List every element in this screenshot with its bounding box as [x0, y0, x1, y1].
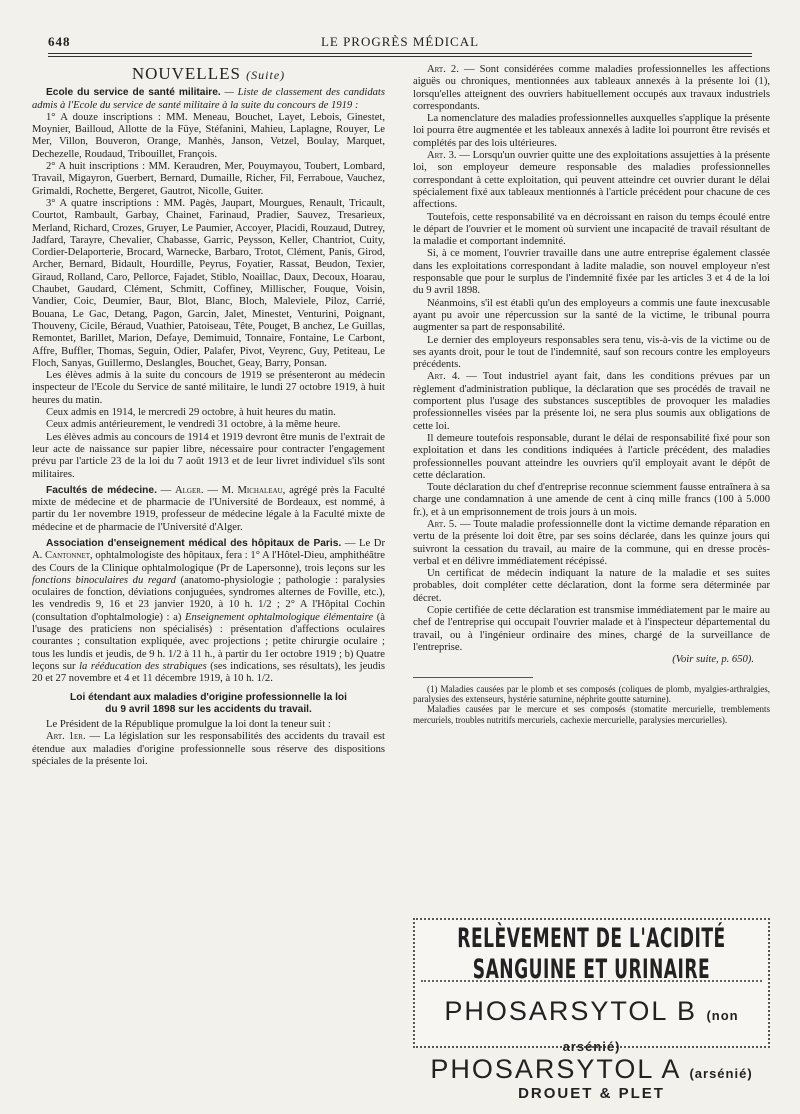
left-column [32, 64, 385, 768]
journal-title: LE PROGRÈS MÉDICAL [320, 34, 480, 49]
article-2: Art. 2. — Sont considérées comme maladies professionnelles les affections aiguës ou chroniques, mentionnées aux tableaux annexés à la présente loi (1), lorsqu'elles atteignent des ouvriers habituellement occupés aux travaux industriels correspondants. [413, 64, 770, 112]
ad-product-b: PHOSARSYTOL B (non arsénié) [444, 996, 739, 1054]
article-paragraph: Le dernier des employeurs responsables sera tenu, vis-à-vis de la victime ou de ses ayants droit, pour le tout de l'indemnité, sauf son recours contre les employeurs précédents. [413, 334, 770, 371]
advertisement-box [413, 918, 770, 1102]
loi-paragraph: Le Président de la République promulgue la loi dont la teneur suit : [46, 719, 331, 731]
footnote: (1) Maladies causées par le plomb et ses composés (coliques de plomb, myalgies-arthralgies, paralysies des extenseurs, hystérie saturnine, néphrite goutte saturnine). [413, 683, 770, 704]
ecole-paragraph: Ceux admis en 1914, le mercredi 29 octobre, à huit heures du matin. [46, 407, 336, 419]
ecole-paragraph: Les élèves admis à la suite du concours de 1919 se présenteront au médecin inspecteur de l'Ecole du Service de santé militaire, le lundi 27 octobre 1919, à huit heures du matin. [32, 370, 385, 406]
article-4: Art. 4. — Tout industriel ayant fait, dans les conditions prévues par un règlement d'administration publique, la déclaration que ses procédés de travail ne comportent plus l'usage des substances susceptibles de provoquer les maladies professionnelles visées par la présente loi, ne sera plus soumis aux obligations de cette loi. [413, 371, 771, 432]
loi-heading: Loi étendant aux maladies d'origine professionnelle la loi du 9 avril 1898 sur les accidents du travail. [70, 691, 347, 715]
association-heading: Association d'enseignement médical des hôpitaux de Paris. [46, 537, 342, 549]
footnote: Maladies causées par le mercure et ses composés (stomatite mercurielle, tremblements mercuriels, troubles nutritifs mercuriels, cachexie mercurielle, paralysies mercurielles). [413, 704, 770, 725]
section-suffix: (Suite) [246, 68, 286, 82]
ad-product-b-note: (non arsénié) [562, 1008, 739, 1054]
article-paragraph: Copie certifiée de cette déclaration est transmise immédiatement par le maire au chef de l'entreprise qui occupait l'ouvrier malade et à l'inspecteur départemental du travail, ou à l'ingénieur ordinaire des mines, chargé de la surveillance de l'entreprise. [413, 605, 770, 653]
ad-product-a-note: (arsénié) [689, 1066, 753, 1081]
ad-product-a: PHOSARSYTOL A (arsénié) [430, 1054, 753, 1084]
article-5: Art. 5. — Toute maladie professionnelle dont la victime demande réparation en vertu de la présente loi doit être, par ses soins déclarée, dans les quinze jours qui suivront la cessation du travail, au maire de la commune, qui en dresse procès-verbal et en délivre immédiatement récépissé. [413, 518, 770, 567]
article-paragraph: Si, à ce moment, l'ouvrier travaille dans une autre entreprise également classée dans les exploitations correspondant à ladite maladie, son nouvel employeur n'est responsable que pour le surplus de l'indemnité fixée par les articles 3 et 4 de la loi du 9 avril 1898. [413, 248, 770, 297]
article-paragraph: Toutefois, cette responsabilité va en décroissant en raison du temps écoulé entre le départ de l'ouvrier et le moment où survient une incapacité de travail résultant de la maladie et comportant indemnité. [413, 211, 770, 248]
inscription-list-2: 2° A huit inscriptions : MM. Keraudren, Mer, Pouymayou, Toubert, Lombard, Travail, Migayron, Guerbert, Bernard, Dumaille, Richer, Fil, Ferraboue, Vauchez, Grimaldi, Rochette, Bergeret, Gautrot, Nicolle, Guiter. [32, 161, 385, 197]
inscription-list-3: 3° A quatre inscriptions : MM. Pagès, Jaupart, Mourgues, Renault, Tricault, Courtot, Rambault, Garbay, Chainet, Farinaud, Pradier, Sauvez, Tresarieux, Merland, Richard, Crozes, Gruyer, Le Paumier, Accoyer, Placidi, Rouzaud, Dutrey, Jadfard, Tarayre, Chevalier, Chabasse, Garric, Peysson, Keller, Chantriot, Cuity, Cordier-Delaporterie, Brocard, Warnecke, Barbaro, Trotot, Clément, Panis, Girod, Archer, Bernard, Bidault, Hourdille, Peyrus, Foyatier, Rassat, Beudon, Texier, Giraud, Rolland, Caro, Pellorce, Fajadet, Stiblo, Noaillac, Daux, Decoux, Hoarau, Chaubet, Gaudard, Clément, Schmitt, Coffiney, Millischer, Fouque, Voisin, Vandier, Coic, Deumier, Baur, Blot, Blanc, Bloch, Maleviele, Piloz, Carrié, Bouana, Le Gac, Detang, Pagon, Garcin, Jalet, Minestet, Venturini, Poignant, Thouveny, Cicile, Béraud, Vuathier, Patoiseau, Tête, Pouget, B anchez, Le Guillas, Remontet, Barillet, Marion, Defaye, Demimuid, Tonnaire, Fontaine, Le Carbont, Affre, Buffler, Thomas, Seguin, Odier, Palafer, Pivot, Veyrenc, Guy, Petiteau, Le Floch, Sanyas, Guillermo, Deslangles, Bouchet, Geay, Barry, Ponsan. [32, 197, 385, 369]
article-paragraph: La nomenclature des maladies professionnelles auxquelles s'applique la présente loi pourra être augmentée et les tableaux annexés à ladite loi pourront être revisés et complétés par des lois ultérieures. [413, 113, 770, 149]
ad-headline: RELÈVEMENT DE L'ACIDITÉ SANGUINE ET URINAIRE [457, 923, 726, 985]
ecole-intro: Ecole du service de santé militaire. — Liste de classement des candidats admis à l'Ecole du service de santé militaire à la suite du concours de 1919 : [32, 87, 385, 111]
article-paragraph: Toute déclaration du chef d'entreprise reconnue sciemment fausse entraînera à sa charge une condamnation à une amende de cent à cinq mille francs (100 à 5.000 fr.), et à un emprisonnement de trois jours à un mois. [413, 482, 770, 518]
header-rule [48, 53, 752, 54]
page-number: 648 [48, 34, 71, 49]
continued-note: (Voir suite, p. 650). [672, 654, 754, 666]
article-3: Art. 3. — Lorsqu'un ouvrier quitte une des exploitations assujetties à la présente loi, son employeur demeure responsable des maladies professionnelles correspondant à cette exploitation, qui peuvent atteindre cet ouvrier durant le délai spécialement fixé aux tableaux mentionnés à l'article précédent pour chacune de ces affections. [413, 150, 770, 211]
ecole-paragraph: Ceux admis antérieurement, le vendredi 31 octobre, à la même heure. [46, 419, 341, 431]
facultes-notice: Facultés de médecine. — Alger. — M. Michaleau, agrégé près la Faculté mixte de médecine et de pharmacie de l'Université de Bordeaux, est nommé, à partir du 1er novembre 1919, professeur de médecine légale à la Faculté mixte de médecine et de pharmacie de l'Université d'Alger. [32, 484, 386, 533]
section-title: NOUVELLES (Suite) [131, 64, 286, 83]
article-paragraph: Néanmoins, s'il est établi qu'un des employeurs a commis une faute inexcusable ayant pu avoir une répercussion sur la santé de la victime, le tribunal pourra augmenter sa part de responsabilité. [413, 297, 770, 334]
right-column [413, 64, 770, 725]
article-paragraph: Un certificat de médecin indiquant la nature de la maladie et ses suites probables, doit compléter cette déclaration, dont la forme sera déterminée par décret. [413, 568, 770, 604]
loi-article-1: Art. 1er. — La législation sur les responsabilités des accidents du travail est étendue aux maladies d'origine professionnelle sous réserve des dispositions spéciales de la présente loi. [32, 731, 385, 768]
article-paragraph: Il demeure toutefois responsable, durant le délai de responsabilité fixé pour son exploitation et dans les conditions indiquées à l'article précédent, des maladies professionnelles pouvant atteindre les ouvriers qu'il employait avant le dépôt de cette déclaration. [413, 432, 770, 481]
association-notice: Association d'enseignement médical des hôpitaux de Paris. — Le Dr A. Cantonnet, ophtalmologiste des hôpitaux, fera : 1° A l'Hôtel-Dieu, amphithéâtre des Cours de la Clinique ophtalmologique (Pr de Lapersonne), trois leçons sur les fonctions binoculaires du regard (anatomo-physiologie ; pathologie : paralysies oculaires de fonction, déviations conjuguées, syndromes alternes de Foville, etc.), les vendredis 9, 16 et 23 janvier 1920, à 10 h. 1/2 ; 2° A l'Hôpital Cochin (consultation d'ophtalmologie) : a) Enseignement ophtalmologique élémentaire (à l'usage des praticiens non spécialisés) : présentation d'affections oculaires courantes ; consultation expliquée, avec projections ; petite chirurgie oculaire ; tous les lundis et jeudis, de 9 h. 1/2 à 11 h., à partir du 1er octobre 1919 ; b) Quatre leçons sur la rééducation des strabiques (ses indications, ses résultats), les jeudis 20 et 27 novembre et 4 et 11 décembre 1919, à 10 h. 1/2. [32, 537, 385, 685]
facultes-heading: Facultés de médecine. [46, 484, 157, 496]
running-header [48, 34, 752, 50]
ad-maker: DROUET & PLET [518, 1085, 665, 1102]
header-rule-double [48, 56, 752, 57]
ecole-heading: Ecole du service de santé militaire. [46, 87, 221, 99]
ecole-paragraph: Les élèves admis au concours de 1914 et 1919 devront être munis de l'extrait de leur acte de naissance sur papier libre, nécessaire pour contracter l'engagement prévu par l'article 23 de la loi du 7 août 1913 et de leur livret individuel s'ils sont militaires. [32, 431, 385, 480]
footnote-rule [413, 677, 533, 678]
inscription-list-1: 1° A douze inscriptions : MM. Meneau, Bouchet, Layet, Lebois, Ginestet, Moynier, Bailloud, Allotte de la Füye, Stéfanini, Mahieu, Laplagne, Rouyer, Le Mer, Villon, Bouveron, Orange, Manhès, Janson, Vetzel, Boulay, Marquet, Dechezelle, Roudaud, Tribouillet, François. [32, 111, 385, 160]
